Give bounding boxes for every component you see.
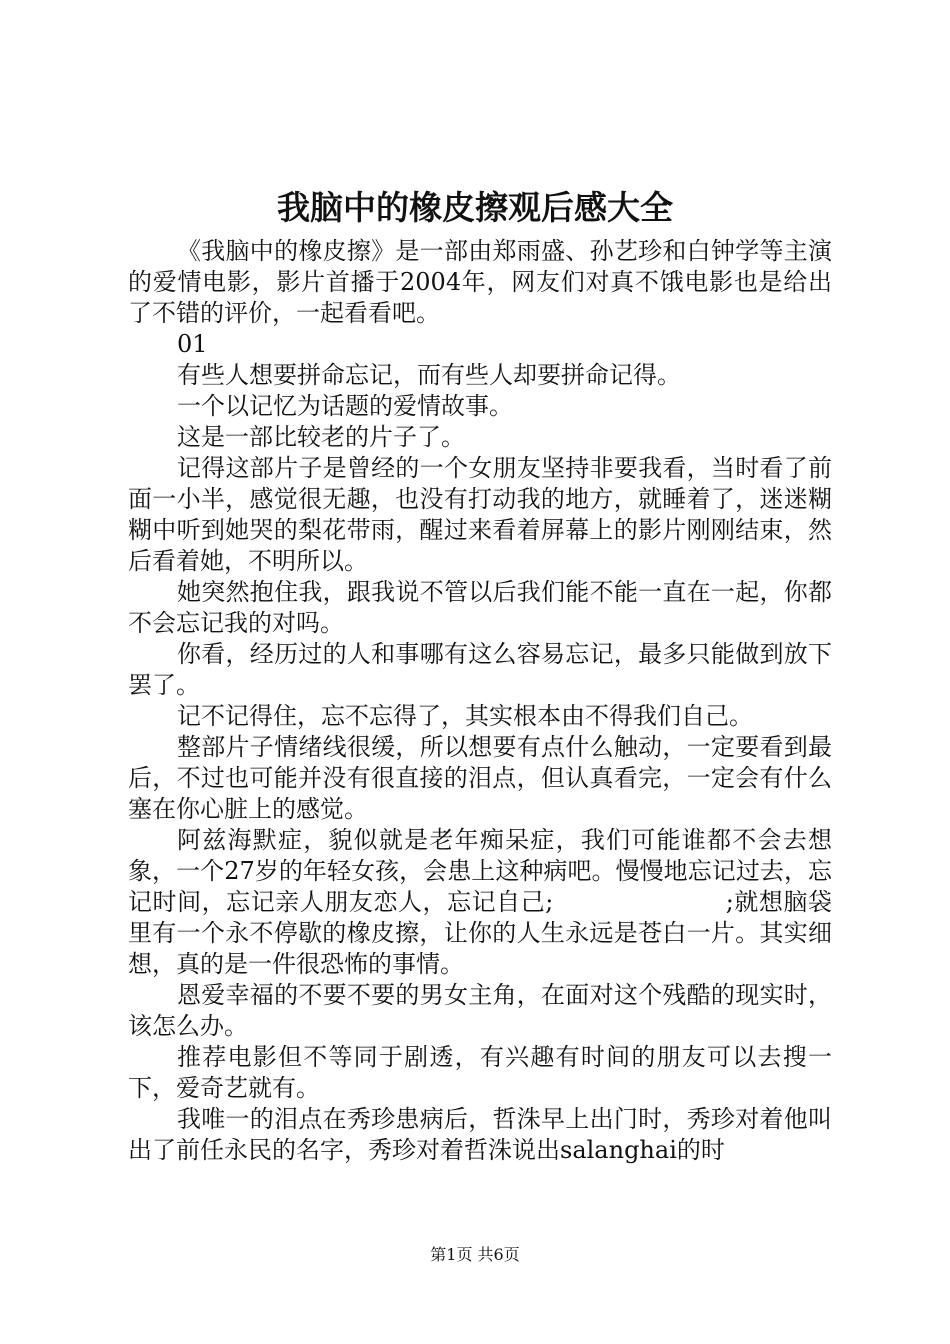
paragraph: 你看，经历过的人和事哪有这么容易忘记，最多只能做到放下罢了。 — [128, 640, 832, 699]
paragraph: 这是一部比较老的片子了。 — [177, 423, 465, 451]
paragraph: 整部片子情绪线很缓，所以想要有点什么触动，一定要看到最后，不过也可能并没有很直接的泪点，但认真看完，一定会有什么塞在你心脏上的感觉。 — [128, 733, 832, 823]
paragraph: 《我脑中的橡皮擦》是一部由郑雨盛、孙艺珍和白钟学等主演的爱情电影，影片首播于2004年，网友们对真不饿电影也是给出了不错的评价，一起看看吧。 — [128, 237, 832, 327]
document-title: 我脑中的橡皮擦观后感大全 — [277, 188, 673, 227]
paragraph: 我唯一的泪点在秀珍患病后，哲洙早上出门时，秀珍对着他叫出了前任永民的名字，秀珍对着哲洙说出salanghai的时 — [128, 1105, 832, 1164]
paragraph: 记得这部片子是曾经的一个女朋友坚持非要我看，当时看了前面一小半，感觉很无趣，也没有打动我的地方，就睡着了，迷迷糊糊中听到她哭的梨花带雨，醒过来看着屏幕上的影片刚刚结束，然后看着她，不明所以。 — [128, 454, 832, 575]
paragraph: 恩爱幸福的不要不要的男女主角，在面对这个残酷的现实时，该怎么办。 — [128, 981, 832, 1040]
paragraph: 推荐电影但不等同于剧透，有兴趣有时间的朋友可以去搜一下，爱奇艺就有。 — [128, 1043, 832, 1102]
paragraph: 她突然抱住我，跟我说不管以后我们能不能一直在一起，你都不会忘记我的对吗。 — [128, 578, 832, 637]
document-body — [128, 236, 832, 1166]
paragraph: 阿兹海默症，貌似就是老年痴呆症，我们可能谁都不会去想象，一个27岁的年轻女孩，会患上这种病吧。慢慢地忘记过去，忘记时间，忘记亲人朋友恋人，忘记自己; ;就想脑袋里有一个永不停歇的橡皮擦，让你的人生永远是苍白一片。其实细想，真的是一件很恐怖的事情。 — [128, 826, 832, 978]
paragraph: 01 — [177, 330, 208, 358]
page-footer: 第1页 共6页 — [430, 1245, 520, 1264]
paragraph: 一个以记忆为话题的爱情故事。 — [177, 392, 513, 420]
paragraph: 有些人想要拼命忘记，而有些人却要拼命记得。 — [177, 361, 681, 389]
paragraph: 记不记得住，忘不忘得了，其实根本由不得我们自己。 — [177, 702, 753, 730]
